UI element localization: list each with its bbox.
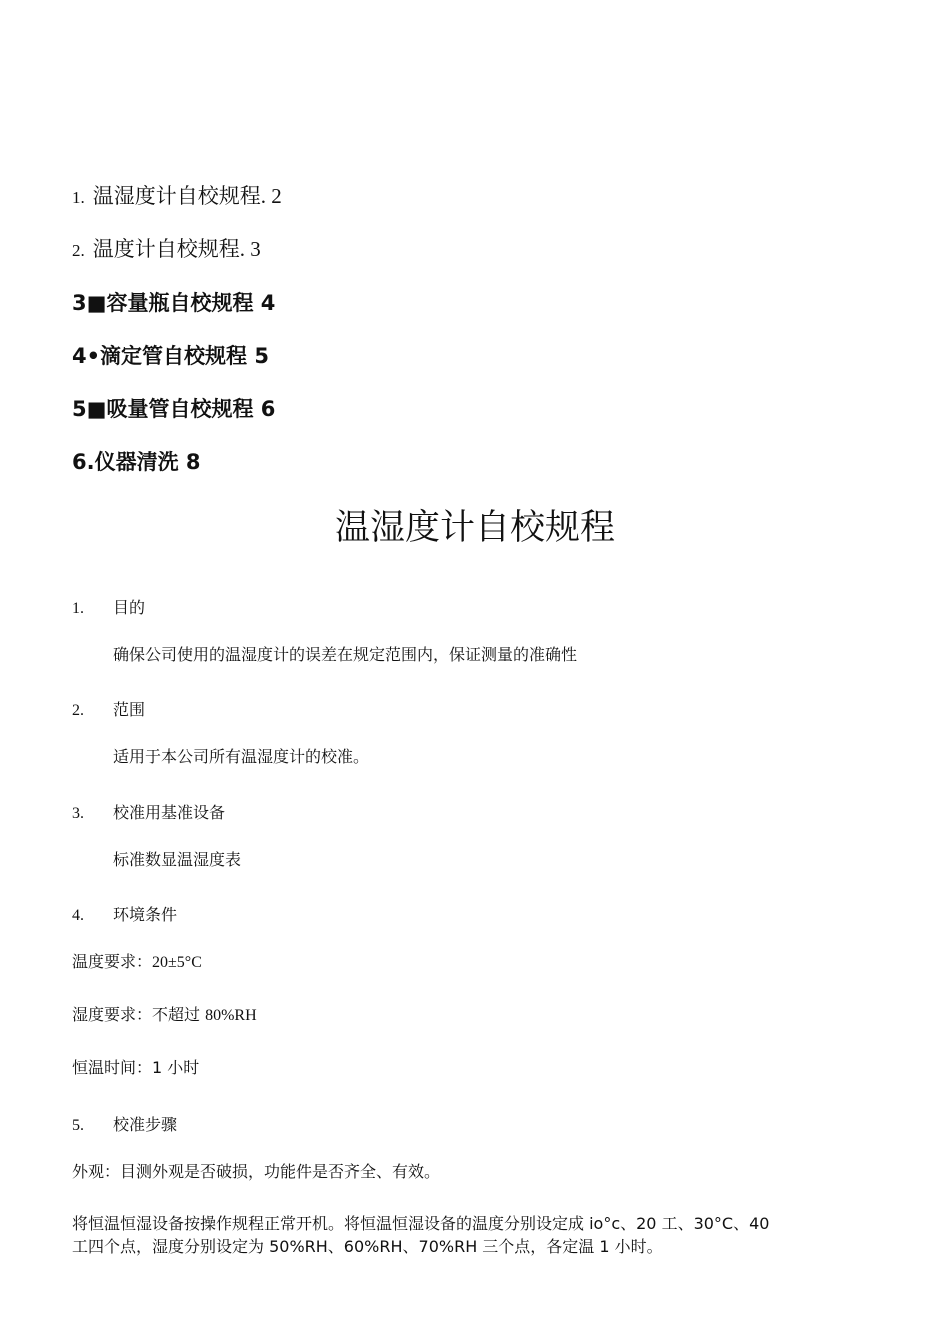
- toc-item-page: . 2: [260, 184, 282, 208]
- step-appearance: 外观：目测外观是否破损，功能件是否齐全、有效。: [72, 1162, 441, 1181]
- step-procedure-line-1: 将恒温恒湿设备按操作规程正常开机。将恒温恒湿设备的温度分别设定成 io°c、20 工、30°C、40: [72, 1214, 770, 1233]
- condition-value: 1 小时: [152, 1058, 200, 1077]
- section-number: 5.: [72, 1117, 84, 1134]
- section-heading-environment: [72, 902, 177, 925]
- condition-value: 80%RH: [205, 1007, 257, 1024]
- section-number: 3.: [72, 805, 84, 822]
- section-heading-text: 校准用基准设备: [113, 803, 226, 822]
- toc-item-number: 2.: [72, 241, 85, 260]
- section-number: 4.: [72, 907, 84, 924]
- toc-item-4[interactable]: 4•滴定管自校规程 5: [72, 344, 269, 368]
- section-heading-procedure: [72, 1112, 177, 1135]
- toc-item-5[interactable]: 5■吸量管自校规程 6: [72, 397, 276, 421]
- section-heading-purpose: [72, 595, 145, 618]
- section-body-scope: 适用于本公司所有温湿度计的校准。: [113, 747, 370, 766]
- toc-item-1[interactable]: [72, 180, 282, 210]
- section-body-purpose: 确保公司使用的温湿度计的误差在规定范围内，保证测量的准确性: [113, 645, 578, 664]
- section-body-reference-equipment: 标准数显温湿度表: [113, 850, 242, 869]
- condition-temperature: [72, 949, 202, 972]
- section-heading-text: 范围: [113, 700, 146, 719]
- condition-time: [72, 1055, 199, 1078]
- condition-label: 湿度要求：不超过: [72, 1005, 206, 1024]
- condition-label: 温度要求：: [72, 952, 153, 971]
- section-number: 1.: [72, 600, 84, 617]
- toc-item-number: 1.: [72, 188, 85, 207]
- condition-humidity: [72, 1002, 257, 1025]
- toc-item-title: 温湿度计自校规程: [92, 184, 261, 208]
- toc-item-6[interactable]: 6.仪器清洗 8: [72, 450, 201, 474]
- toc-item-3[interactable]: 3■容量瓶自校规程 4: [72, 291, 276, 315]
- toc-item-2[interactable]: [72, 233, 261, 263]
- section-heading-reference-equipment: [72, 800, 225, 823]
- document-title: 温湿度计自校规程: [334, 508, 615, 548]
- step-procedure-line-2: 工四个点，湿度分别设定为 50%RH、60%RH、70%RH 三个点，各定温 1 小时。: [72, 1237, 663, 1256]
- section-heading-text: 环境条件: [113, 905, 178, 924]
- condition-value: 20±5°C: [152, 954, 202, 971]
- section-number: 2.: [72, 702, 84, 719]
- toc-item-page: . 3: [239, 237, 261, 261]
- toc-item-title: 温度计自校规程: [92, 237, 240, 261]
- section-heading-text: 目的: [113, 598, 146, 617]
- condition-label: 恒温时间：: [72, 1058, 153, 1077]
- section-heading-scope: [72, 697, 145, 720]
- section-heading-text: 校准步骤: [113, 1115, 178, 1134]
